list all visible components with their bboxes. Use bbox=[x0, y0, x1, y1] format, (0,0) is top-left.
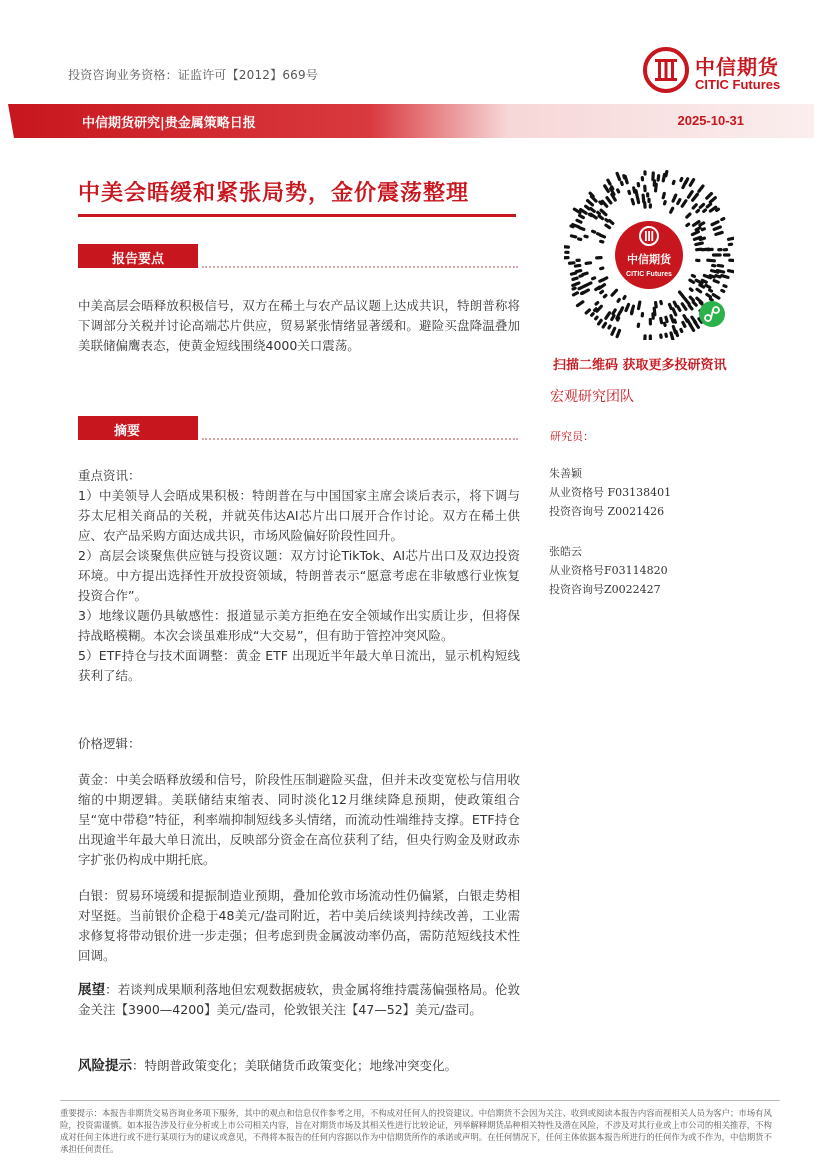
qr-module bbox=[601, 291, 603, 292]
section-tag-key-points bbox=[78, 244, 518, 268]
analyst-name: 朱善颖 bbox=[549, 467, 582, 480]
analyst-card bbox=[549, 464, 671, 521]
qr-module bbox=[669, 304, 671, 308]
analyst-qualification: 从业资格号F03114820 bbox=[549, 564, 668, 577]
qr-module bbox=[576, 271, 580, 272]
qr-module bbox=[689, 305, 692, 308]
qr-module bbox=[712, 222, 718, 225]
qr-module bbox=[598, 234, 600, 235]
qr-module bbox=[681, 179, 682, 181]
mini-program-qr-code[interactable] bbox=[564, 170, 734, 340]
qr-module bbox=[634, 188, 635, 192]
qr-module bbox=[696, 243, 702, 244]
qr-module bbox=[690, 180, 693, 186]
qr-module bbox=[580, 215, 584, 217]
qr-module bbox=[713, 295, 719, 298]
qr-module bbox=[682, 304, 686, 309]
qr-module bbox=[571, 236, 575, 237]
qr-module bbox=[573, 283, 579, 285]
qr-module bbox=[702, 280, 706, 282]
qr-module bbox=[676, 331, 677, 335]
qr-module bbox=[722, 219, 724, 220]
qr-module bbox=[663, 174, 664, 180]
qr-module bbox=[618, 299, 619, 301]
qr-module bbox=[710, 290, 712, 291]
qr-module bbox=[682, 201, 686, 206]
qr-module bbox=[580, 276, 582, 277]
analyst-advisory-number: 投资咨询号Z0022427 bbox=[549, 583, 661, 596]
qr-module bbox=[621, 182, 622, 184]
qr-module bbox=[716, 276, 720, 277]
qr-module bbox=[609, 221, 612, 224]
news-heading: 重点资讯： bbox=[78, 468, 141, 483]
report-headline: 中美会晤缓和紧张局势，金价震荡整理 bbox=[78, 181, 470, 206]
qr-module bbox=[666, 317, 667, 321]
qr-module bbox=[600, 235, 604, 237]
qr-module bbox=[710, 299, 712, 300]
qr-module bbox=[683, 322, 685, 326]
qr-module bbox=[638, 198, 639, 202]
qr-module bbox=[700, 223, 704, 225]
qr-module bbox=[606, 225, 610, 228]
qr-center-brand: 中信期货 bbox=[627, 253, 671, 266]
qr-module bbox=[624, 297, 625, 299]
report-date: 2025-10-31 bbox=[677, 113, 744, 128]
qr-module bbox=[588, 201, 593, 205]
qr-module bbox=[621, 308, 623, 312]
qr-module bbox=[666, 171, 667, 175]
qr-module bbox=[586, 263, 590, 264]
qr-module bbox=[693, 222, 698, 226]
qr-module bbox=[589, 214, 591, 215]
analyst-qualification: 从业资格号 F03138401 bbox=[549, 486, 672, 499]
qr-module bbox=[687, 224, 689, 225]
qr-module bbox=[722, 276, 728, 278]
news-item-2: 2）高层会谈聚焦供应链与投资议题：双方讨论TikTok、AI芯片出口及双边投资环境。中方提出选择性开放投资领域，特朗普表示“愿意考虑在非敏感行业恢复投资合作”。 bbox=[78, 548, 520, 603]
qr-module bbox=[605, 186, 609, 192]
qr-module bbox=[678, 200, 680, 204]
qr-module bbox=[585, 236, 587, 237]
qr-module bbox=[695, 322, 699, 327]
qr-module bbox=[632, 312, 633, 314]
qr-module bbox=[601, 268, 603, 269]
qr-module bbox=[693, 302, 696, 305]
qr-module bbox=[663, 193, 664, 197]
qr-module bbox=[700, 238, 704, 239]
qr-module bbox=[665, 202, 666, 204]
qr-center-brand-en: CITIC Futures bbox=[626, 271, 672, 278]
citic-futures-logo bbox=[643, 47, 803, 95]
qr-module bbox=[579, 288, 581, 289]
qr-module bbox=[564, 247, 568, 248]
logo-english-name: CITIC Futures bbox=[695, 77, 781, 92]
qr-module bbox=[690, 280, 694, 282]
disclaimer-text: 重要提示：本报告非期货交易咨询业务项下服务，其中的观点和信息仅作参考之用，不构成对任何人的投资建议。中信期货不会因为关注、收到或阅读本报告内容而视相关人员为客户；市场有风险，投资需谨慎。如本报告涉及行业分析或上市公司相关内容，旨在对期货市场及其相关性进行比较论证，列举解释期货品种相关特性及潜在风险，不涉及对其行业或上市公司的相关推荐，不构成对任何主体进行或不进行某项行为的建议或意见，不得将本报告的任何内容据以作为中信期货所作的承诺或声明。在任何情况下，任何主体依据本报告所进行的任何作为或不作为，中信期货不承担任何责任。 bbox=[60, 1108, 772, 1154]
qr-module bbox=[608, 180, 610, 184]
license-text: 投资咨询业务资格：证监许可【2012】669号 bbox=[68, 68, 319, 82]
qr-module bbox=[710, 207, 715, 211]
qr-module bbox=[724, 286, 726, 287]
qr-module bbox=[690, 289, 692, 290]
qr-module bbox=[717, 271, 723, 272]
qr-module bbox=[702, 229, 704, 230]
outlook-label: 展望 bbox=[78, 982, 106, 998]
qr-module bbox=[571, 226, 573, 227]
qr-module bbox=[603, 323, 605, 327]
qr-module bbox=[636, 191, 637, 197]
qr-module bbox=[673, 181, 674, 183]
qr-module bbox=[612, 316, 614, 320]
qr-module bbox=[600, 280, 602, 281]
qr-module bbox=[692, 275, 694, 276]
qr-module bbox=[661, 302, 662, 304]
qr-caption: 扫描二维码 获取更多投研资讯 bbox=[553, 358, 727, 373]
qr-module bbox=[632, 200, 633, 204]
qr-module bbox=[586, 206, 589, 209]
qr-module bbox=[692, 232, 698, 235]
qr-module bbox=[680, 292, 683, 295]
qr-module bbox=[612, 290, 616, 295]
analyst-name: 张皓云 bbox=[549, 545, 582, 558]
qr-module bbox=[607, 198, 611, 203]
qr-module bbox=[626, 304, 629, 310]
qr-module bbox=[686, 301, 689, 304]
qr-module bbox=[706, 285, 710, 287]
risk-text: ：特朗普政策变化；美联储货币政策变化；地缘冲突变化。 bbox=[132, 1058, 458, 1073]
dotted-divider bbox=[202, 266, 518, 268]
qr-module bbox=[728, 271, 734, 272]
qr-module bbox=[617, 173, 619, 179]
qr-module bbox=[573, 288, 575, 289]
qr-module bbox=[618, 190, 619, 192]
qr-module bbox=[601, 241, 603, 242]
qr-module bbox=[618, 318, 619, 320]
citic-logo-icon bbox=[643, 47, 689, 93]
qr-module bbox=[598, 212, 600, 213]
key-points-text: 中美高层会晤释放积极信号，双方在稀土与农产品议题上达成共识，特朗普称将下调部分关税并讨论高端芯片供应，贸易紧张情绪显著缓和。避险买盘降温叠加美联储偏鹰表态，使黄金短线围绕4000关口震荡。 bbox=[78, 298, 520, 353]
qr-module bbox=[710, 198, 715, 202]
qr-module bbox=[658, 176, 659, 180]
outlook-paragraph bbox=[78, 980, 520, 1020]
qr-module bbox=[571, 273, 575, 274]
qr-module bbox=[700, 285, 704, 287]
qr-module bbox=[593, 231, 595, 232]
qr-module bbox=[609, 326, 610, 328]
qr-module bbox=[606, 220, 608, 221]
outlook-text: ：若谈判成果顺利落地但宏观数据疲软，贵金属将维持震荡偏强格局。伦敦金关注【3900—4200】美元/盎司，伦敦银关注【47—52】美元/盎司。 bbox=[78, 982, 520, 1017]
news-item-3: 3）地缘议题仍具敏感性：报道显示美方拒绝在安全领域作出实质让步，但将保持战略模糊。本次会谈虽难形成“大交易”，但有助于管控冲突风险。 bbox=[78, 608, 520, 643]
qr-module bbox=[704, 210, 706, 211]
qr-module bbox=[717, 209, 719, 210]
qr-module bbox=[573, 293, 577, 295]
qr-module bbox=[612, 328, 615, 334]
qr-module bbox=[580, 228, 584, 230]
qr-module bbox=[582, 285, 586, 287]
qr-module bbox=[577, 302, 582, 306]
section-tag-summary bbox=[78, 416, 518, 440]
qr-module bbox=[592, 314, 594, 316]
qr-module bbox=[714, 227, 720, 229]
qr-module bbox=[583, 273, 587, 274]
qr-module bbox=[707, 294, 711, 296]
qr-module bbox=[678, 307, 680, 311]
qr-module bbox=[593, 278, 595, 279]
qr-module bbox=[690, 325, 693, 331]
qr-module bbox=[681, 329, 682, 331]
key-points-label: 报告要点 bbox=[78, 244, 198, 268]
qr-module bbox=[671, 333, 673, 339]
qr-module bbox=[596, 303, 598, 304]
qr-module bbox=[587, 283, 591, 285]
banner-title: 中信期货研究|贵金属策略日报 bbox=[82, 116, 256, 131]
risk-label: 风险提示 bbox=[78, 1058, 132, 1074]
team-name: 宏观研究团队 bbox=[550, 389, 634, 405]
qr-module bbox=[710, 276, 714, 277]
summary-label: 摘要 bbox=[78, 416, 198, 440]
headline-divider bbox=[78, 214, 516, 217]
qr-module bbox=[656, 303, 657, 307]
gold-analysis: 黄金：中美会晤释放缓和信号，阶段性压制避险买盘，但并未改变宽松与信用收缩的中期逻辑。美联储结束缩表、同时淡化12月继续降息预期，使政策组合呈“宽中带稳”特征，利率端抑制短线多头情绪，而流动性端维持支撑。ETF持仓出现逾半年最大单日流出，反映部分资金在高位获利了结，但央行购金及财政赤字扩张仍构成中期托底。 bbox=[78, 772, 520, 867]
analyst-card bbox=[549, 542, 668, 599]
qr-module bbox=[575, 265, 579, 266]
qr-module bbox=[687, 214, 690, 217]
qr-module bbox=[718, 265, 722, 266]
qr-module bbox=[639, 302, 640, 308]
qr-module bbox=[586, 310, 589, 313]
qr-module bbox=[671, 316, 673, 322]
qr-module bbox=[707, 194, 712, 199]
summary-news-block bbox=[78, 466, 520, 686]
qr-module bbox=[700, 204, 703, 207]
dotted-divider bbox=[202, 438, 518, 440]
analyst-advisory-number: 投资咨询号 Z0021426 bbox=[549, 505, 665, 518]
qr-module bbox=[722, 290, 724, 291]
qr-module bbox=[599, 216, 602, 219]
risk-paragraph bbox=[78, 1056, 520, 1076]
qr-module bbox=[673, 309, 676, 315]
logo-chinese-name: 中信期货 bbox=[695, 55, 779, 79]
qr-module bbox=[596, 287, 600, 289]
qr-module bbox=[690, 297, 693, 300]
qr-module bbox=[573, 278, 577, 279]
qr-module bbox=[661, 318, 662, 322]
qr-module bbox=[590, 193, 593, 196]
footer-divider bbox=[60, 1100, 780, 1101]
qr-module bbox=[612, 187, 613, 189]
qr-module bbox=[606, 313, 610, 318]
qr-module bbox=[693, 205, 696, 208]
qr-module bbox=[686, 179, 688, 183]
qr-module bbox=[683, 296, 686, 299]
qr-module bbox=[696, 194, 697, 196]
qr-module bbox=[699, 186, 703, 191]
qr-module bbox=[629, 191, 630, 193]
news-item-5: 5）ETF持仓与技术面调整：黄金 ETF 出现近半年最大单日流出，显示机构短线获利了结。 bbox=[78, 648, 520, 683]
qr-module bbox=[700, 303, 702, 304]
qr-module bbox=[599, 320, 602, 324]
qr-module bbox=[714, 281, 718, 283]
qr-module bbox=[716, 232, 722, 234]
qr-module bbox=[601, 210, 606, 215]
qr-module bbox=[617, 330, 619, 336]
qr-module bbox=[688, 192, 692, 197]
price-logic-heading: 价格逻辑： bbox=[78, 736, 141, 751]
qr-module bbox=[675, 320, 676, 322]
qr-module bbox=[674, 302, 676, 306]
qr-module bbox=[671, 208, 673, 212]
qr-module bbox=[696, 228, 700, 230]
qr-module bbox=[604, 295, 606, 297]
qr-module bbox=[581, 292, 583, 293]
qr-module bbox=[707, 204, 710, 207]
qr-module bbox=[643, 195, 644, 202]
researcher-label: 研究员： bbox=[550, 430, 594, 443]
qr-module bbox=[596, 317, 597, 319]
qr-module bbox=[624, 176, 625, 178]
qr-module bbox=[600, 202, 601, 204]
qr-module bbox=[613, 310, 615, 314]
silver-analysis: 白银：贸易环境缓和提振制造业预期，叠加伦敦市场流动性仍偏紧，白银走势相对坚挺。当前银价企稳于48美元/盎司附近，若中美后续谈判持续改善，工业需求修复将带动银价进一步走强；但考虑到贵金属波动率仍高，需防范短线技术性回调。 bbox=[78, 888, 520, 963]
news-item-1: 1）中美领导人会晤成果积极：特朗普在与中国国家主席会谈后表示，将下调与芬太尼相关商品的关税，并就英伟达AI芯片出口展开合作讨论。双方在稀土供应、农产品采购方面达成共识，市场风险偏好阶段性回升。 bbox=[78, 488, 520, 543]
qr-module bbox=[577, 220, 581, 222]
qr-module bbox=[697, 210, 699, 211]
report-banner bbox=[8, 104, 814, 138]
qr-module bbox=[708, 260, 715, 261]
qr-module bbox=[603, 278, 607, 280]
qr-module bbox=[591, 209, 594, 212]
qr-module bbox=[673, 195, 676, 201]
qr-module bbox=[728, 238, 734, 239]
qr-module bbox=[595, 309, 597, 311]
qr-module bbox=[602, 201, 606, 206]
qr-module bbox=[697, 289, 701, 292]
